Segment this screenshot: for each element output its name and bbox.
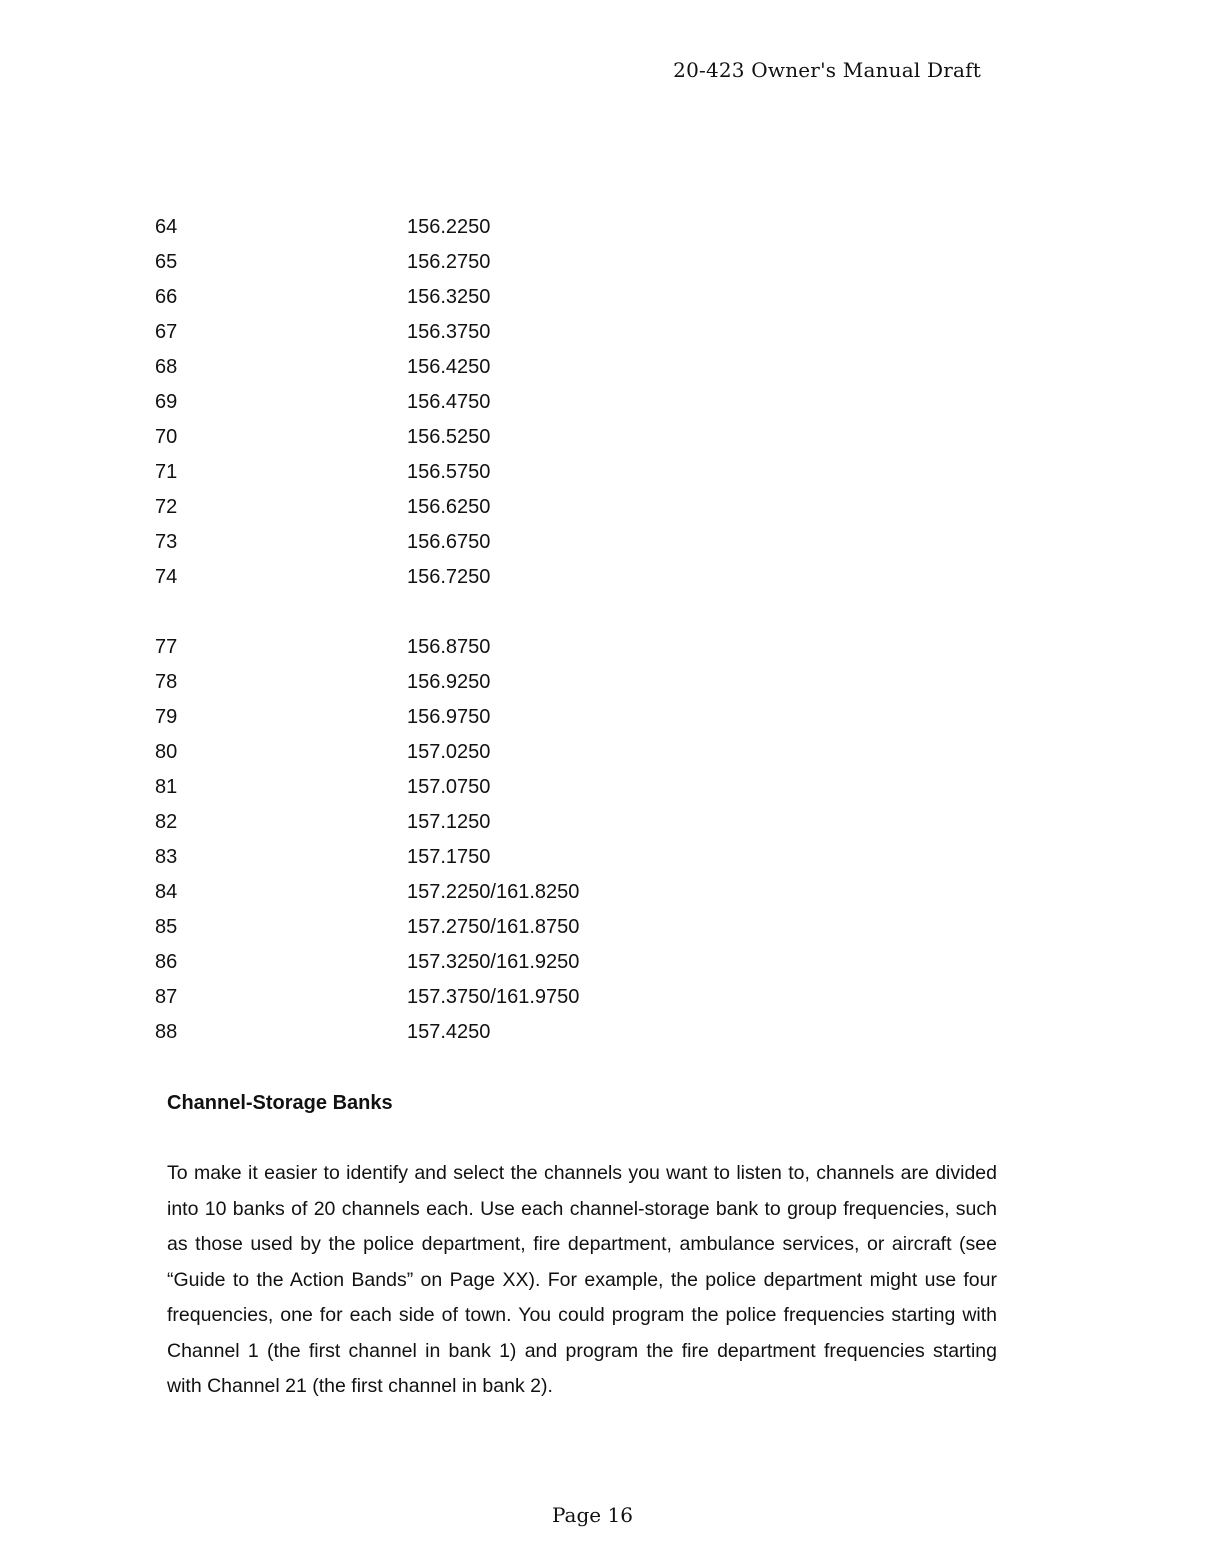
table-row <box>155 735 755 770</box>
channel-frequency: 156.9250 <box>407 671 491 693</box>
table-row <box>155 420 755 455</box>
channel-frequency: 157.2750/161.8750 <box>407 916 580 938</box>
section-heading: Channel-Storage Banks <box>167 1092 393 1114</box>
table-row <box>155 630 755 665</box>
channel-frequency: 157.0750 <box>407 776 491 798</box>
channel-number: 87 <box>155 986 178 1008</box>
channel-frequency: 157.4250 <box>407 1021 491 1043</box>
table-row <box>155 980 755 1015</box>
channel-frequency: 156.7250 <box>407 566 491 588</box>
table-row <box>155 280 755 315</box>
channel-number: 77 <box>155 636 178 658</box>
channel-number: 86 <box>155 951 178 973</box>
channel-number: 66 <box>155 286 178 308</box>
channel-number: 83 <box>155 846 178 868</box>
table-row <box>155 350 755 385</box>
channel-frequency: 156.4250 <box>407 356 491 378</box>
channel-number: 65 <box>155 251 178 273</box>
channel-number: 68 <box>155 356 178 378</box>
channel-frequency: 157.2250/161.8250 <box>407 881 580 903</box>
channel-frequency: 157.1750 <box>407 846 491 868</box>
channel-frequency-table <box>155 210 755 1050</box>
table-row <box>155 315 755 350</box>
channel-frequency: 156.5250 <box>407 426 491 448</box>
channel-number: 67 <box>155 321 178 343</box>
table-row <box>155 805 755 840</box>
channel-frequency: 156.4750 <box>407 391 491 413</box>
page-header-title: 20-423 Owner's Manual Draft <box>673 58 981 82</box>
channel-number: 64 <box>155 216 178 238</box>
channel-number: 85 <box>155 916 178 938</box>
table-row <box>155 840 755 875</box>
table-row <box>155 210 755 245</box>
channel-frequency: 157.0250 <box>407 741 491 763</box>
channel-frequency: 156.6750 <box>407 531 491 553</box>
channel-frequency: 156.6250 <box>407 496 491 518</box>
table-row <box>155 875 755 910</box>
page-number: Page 16 <box>552 1503 633 1527</box>
channel-frequency: 156.2250 <box>407 216 491 238</box>
channel-frequency: 156.3250 <box>407 286 491 308</box>
table-row <box>155 525 755 560</box>
channel-number: 72 <box>155 496 178 518</box>
channel-number: 80 <box>155 741 178 763</box>
channel-frequency: 156.8750 <box>407 636 491 658</box>
table-row <box>155 490 755 525</box>
table-row <box>155 910 755 945</box>
channel-frequency: 157.1250 <box>407 811 491 833</box>
channel-frequency: 157.3250/161.9250 <box>407 951 580 973</box>
table-row <box>155 1015 755 1050</box>
channel-frequency: 156.2750 <box>407 251 491 273</box>
channel-number: 73 <box>155 531 178 553</box>
channel-frequency: 156.9750 <box>407 706 491 728</box>
table-row <box>155 665 755 700</box>
channel-number: 82 <box>155 811 178 833</box>
channel-frequency: 156.5750 <box>407 461 491 483</box>
channel-number: 81 <box>155 776 178 798</box>
table-row <box>155 945 755 980</box>
table-row <box>155 700 755 735</box>
channel-number: 88 <box>155 1021 178 1043</box>
channel-number: 70 <box>155 426 178 448</box>
channel-number: 84 <box>155 881 178 903</box>
table-row <box>155 770 755 805</box>
channel-frequency: 156.3750 <box>407 321 491 343</box>
channel-number: 79 <box>155 706 178 728</box>
channel-number: 78 <box>155 671 178 693</box>
table-row <box>155 385 755 420</box>
channel-frequency: 157.3750/161.9750 <box>407 986 580 1008</box>
table-row <box>155 560 755 595</box>
channel-number: 69 <box>155 391 178 413</box>
channel-number: 71 <box>155 461 178 483</box>
table-row <box>155 245 755 280</box>
channel-number: 74 <box>155 566 178 588</box>
section-paragraph: To make it easier to identify and select the channels you want to listen to, channels are divided into 10 banks of 20 channels each. Use each channel-storage bank to group frequencies, such as those used by the police department, fire department, ambulance services, or aircraft (see “Guide to the Action Bands” on Page XX). For example, the police department might use four frequencies, one for each side of town. You could program the police frequencies starting with Channel 1 (the first channel in bank 1) and program the fire department frequencies starting with Channel 21 (the first channel in bank 2). <box>167 1162 997 1397</box>
table-row <box>155 455 755 490</box>
